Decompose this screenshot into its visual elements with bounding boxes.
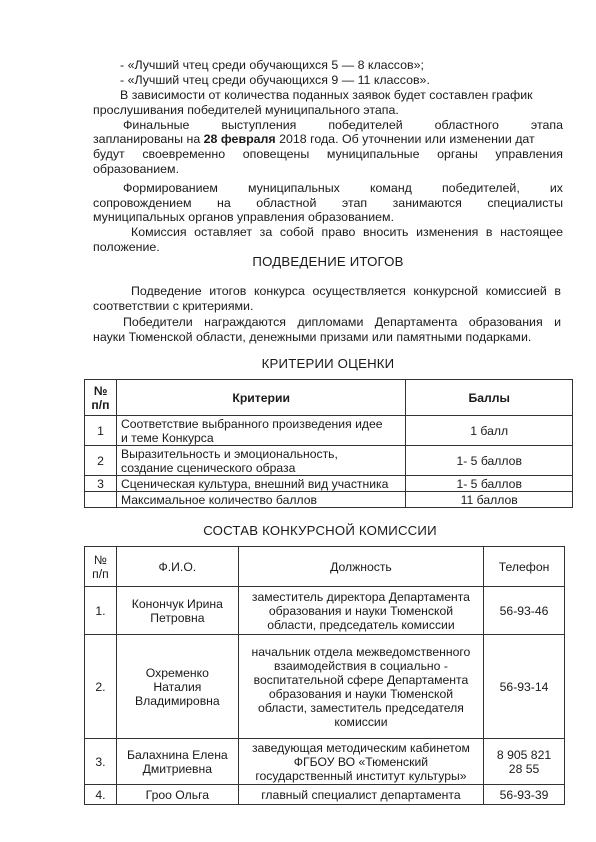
paragraph-line: будут своевременно оповещены муниципальные органы управления [93,147,563,161]
cell-position: заместитель директора Департамента образования и науки Тюменской области, председатель комиссии [238,587,483,635]
table-header-row [85,547,565,587]
table-row [85,416,573,446]
cell-position: главный специалист департамента [238,785,483,805]
table-row [85,587,565,635]
column-header-name: Ф.И.О. [116,547,238,587]
cell-criterion: Сценическая культура, внешний вид участника [116,476,405,492]
cell-name: Конончук Ирина Петровна [116,587,238,635]
column-header-position: Должность [238,547,483,587]
paragraph-line: прослушивания победителей муниципального этапа. [93,103,399,117]
section-heading-commission: СОСТАВ КОНКУРСНОЙ КОМИССИИ [203,523,437,538]
cell-number: 3 [85,476,117,492]
cell-empty [85,492,117,508]
paragraph-line: сопровождением на областной этап занимаются специалисты [93,196,563,210]
criteria-table [84,379,573,508]
table-row [85,446,573,476]
cell-number: 2 [85,446,117,476]
section-heading-criteria: КРИТЕРИИ ОЦЕНКИ [261,356,395,371]
cell-number: 3. [85,739,117,785]
paragraph-line: Комиссия оставляет за собой право вносить изменения в настоящее [131,225,563,239]
paragraph-line: положение. [93,240,160,254]
paragraph-line: образованием. [93,162,180,176]
section-heading-results: ПОДВЕДЕНИЕ ИТОГОВ [252,254,404,269]
cell-position: заведующая методическим кабинетом ФГБОУ ВО «Тюменский государственный институт культуры» [238,739,483,785]
cell-points: 1 балл [406,416,573,446]
cell-points: 1- 5 баллов [406,476,573,492]
cell-criterion: Соответствие выбранного произведения идее и теме Конкурса [116,416,405,446]
list-item-5-8: - «Лучший чтец среди обучающихся 5 — 8 классов»; [120,58,424,72]
paragraph-line: Формированием муниципальных команд победителей, их [123,181,563,195]
cell-number: 2. [85,635,117,739]
cell-phone: 56-93-46 [484,587,565,635]
cell-number: 1. [85,587,117,635]
table-row [85,785,565,805]
cell-phone: 56-93-39 [484,785,565,805]
cell-phone: 56-93-14 [484,635,565,739]
cell-name: Гроо Ольга [116,785,238,805]
cell-total-points: 11 баллов [406,492,573,508]
cell-number: 1 [85,416,117,446]
paragraph-line: Победители награждаются дипломами Департамента образования и [123,315,561,329]
date-emphasis: 28 февраля [203,132,276,146]
paragraph-line: муниципальных органов управления образованием. [93,210,395,224]
column-header-phone: Телефон [484,547,565,587]
cell-position: начальник отдела межведомственного взаимодействия в социально - воспитательной сфере Департамента образования и науки Тюменской области, заместитель председателя комиссии [238,635,483,739]
table-row-total [85,492,573,508]
cell-criterion: Выразительность и эмоциональность, создание сценического образа [116,446,405,476]
cell-name: Балахнина Елена Дмитриевна [116,739,238,785]
table-row [85,739,565,785]
paragraph-line: запланированы на 28 февраля 2018 года. Об уточнении или изменении дат [93,132,535,146]
column-header-points: Баллы [406,380,573,416]
paragraph-line: В зависимости от количества поданных заявок будет составлен график [120,88,533,102]
paragraph-line: соответствии с критериями. [93,299,254,313]
cell-points: 1- 5 баллов [406,446,573,476]
table-header-row [85,380,573,416]
column-header-criteria: Критерии [116,380,405,416]
cell-number: 4. [85,785,117,805]
cell-name: Охременко Наталия Владимировна [116,635,238,739]
commission-table [84,546,565,805]
column-header-number: № п/п [85,380,117,416]
list-item-9-11: - «Лучший чтец среди обучающихся 9 — 11 классов». [120,73,430,87]
paragraph-line: Финальные выступления победителей областного этапа [123,118,563,132]
table-row [85,476,573,492]
table-row [85,635,565,739]
cell-phone: 8 905 821 28 55 [484,739,565,785]
paragraph-line: науки Тюменской области, денежными призами или памятными подарками. [93,330,532,344]
paragraph-line: Подведение итогов конкурса осуществляется конкурсной комиссией в [131,284,561,298]
column-header-number: № п/п [85,547,117,587]
cell-total-label: Максимальное количество баллов [116,492,405,508]
